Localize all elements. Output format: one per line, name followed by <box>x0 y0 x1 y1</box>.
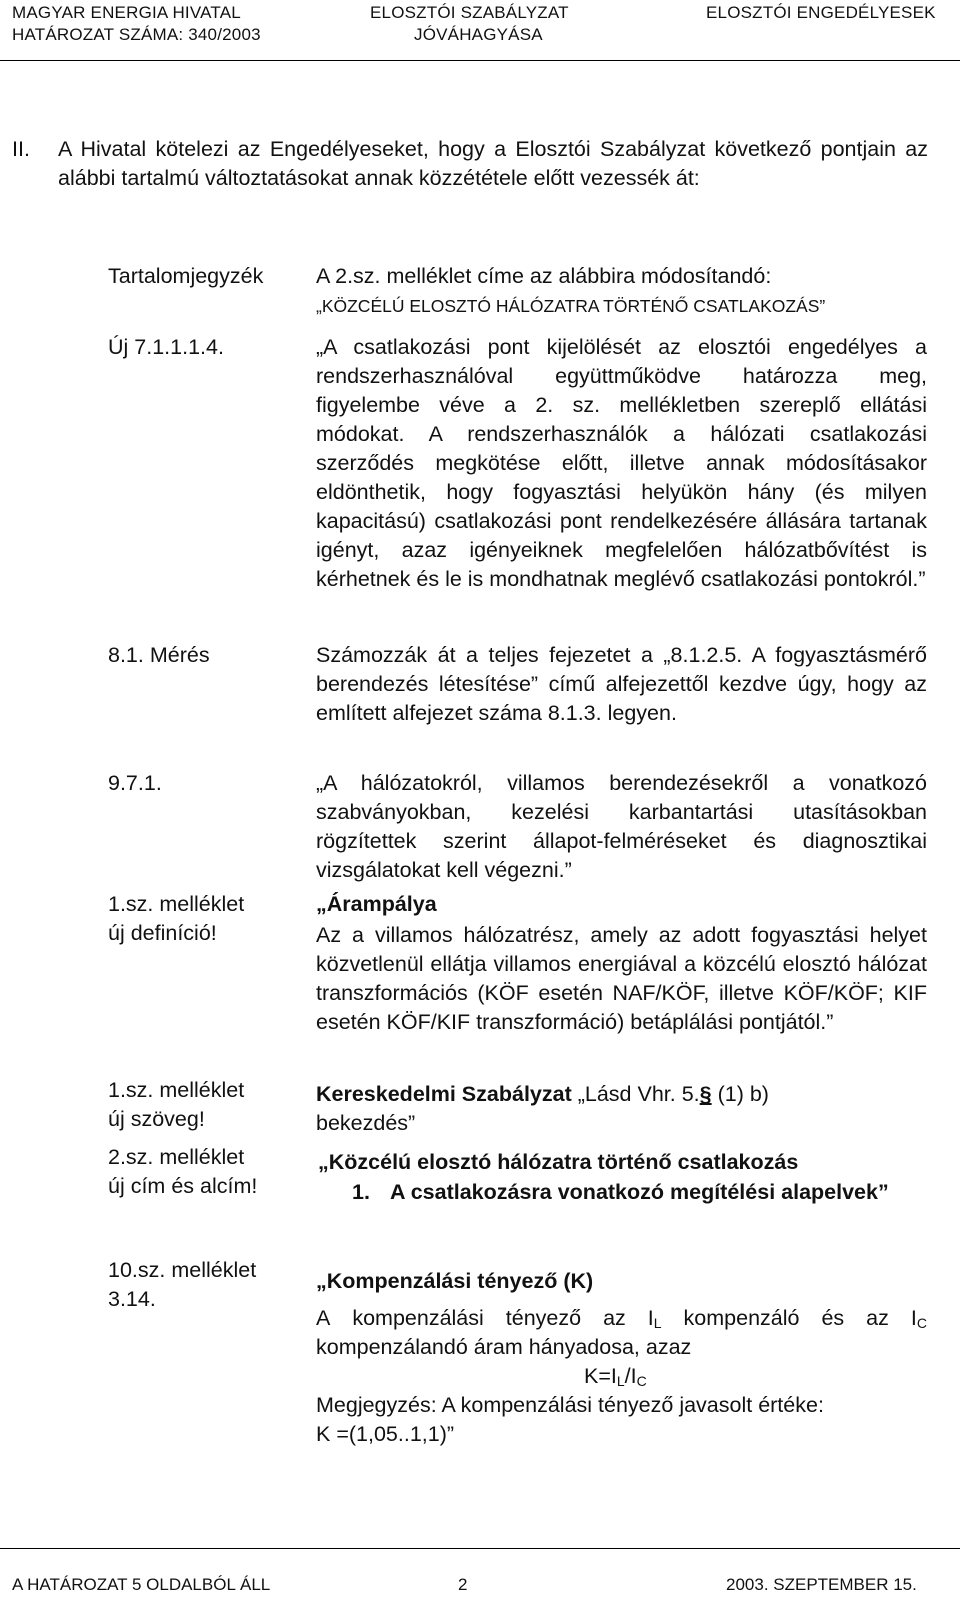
note-line1: Megjegyzés: A kompenzálási tényező javasolt értéke: <box>316 1393 824 1417</box>
formula <box>316 1362 927 1391</box>
item-text: „A hálózatokról, villamos berendezésekről a vonatkozó szabványokban, kezelési karbantartási utasításokban rögzítettek szerint állapot-felméréseket és diagnosztikai vizsgálatokat kell végezni.” <box>316 771 927 882</box>
item-text <box>316 1080 927 1138</box>
footer-page-count: A HATÁROZAT 5 OLDALBÓL ÁLL <box>12 1575 271 1594</box>
note-line2: K =(1,05..1,1)” <box>316 1422 455 1446</box>
item-text-line1 <box>316 1080 927 1109</box>
item-label <box>108 1256 256 1314</box>
header-approval: JÓVÁHAGYÁSA <box>414 25 543 44</box>
appendix-title: „Közcélú elosztó hálózatra történő csatlakozás <box>318 1150 799 1174</box>
formula-k: K=I <box>584 1364 617 1388</box>
item-label-line1: 1.sz. melléklet <box>108 892 245 916</box>
item-label-line2: 3.14. <box>108 1287 156 1311</box>
item-label: 8.1. Mérés <box>108 643 210 667</box>
item-label-line1: 10.sz. melléklet <box>108 1258 257 1282</box>
term-bold: Kereskedelmi Szabályzat <box>316 1082 572 1106</box>
subtitle-text: A csatlakozásra vonatkozó megítélési alapelvek” <box>390 1180 889 1204</box>
text-word: tényező <box>505 1306 582 1330</box>
section-sign: § <box>699 1082 712 1106</box>
term-reference: „Lásd Vhr. 5. <box>571 1082 700 1106</box>
item-label: Tartalomjegyzék <box>108 264 264 288</box>
item-label-line1: 2.sz. melléklet <box>108 1145 245 1169</box>
definition-text: Az a villamos hálózatrész, amely az adott fogyasztási helyet közvetlenül ellátja villamos energiával a közcélú elosztó hálózat transzformációs (KÖF esetén NAF/KÖF, illetve KÖF/KÖF; KIF esetén KÖF/KIF transzformáció) betáplálási pontjától.” <box>316 923 927 1034</box>
text-word: az <box>603 1306 626 1330</box>
footer-date: 2003. SZEPTEMBER 15. <box>726 1575 917 1594</box>
item-label: Új 7.1.1.1.4. <box>108 335 224 359</box>
term-reference-end: (1) b) <box>711 1082 769 1106</box>
subscript-C: C <box>916 1315 927 1331</box>
definition-line2: kompenzálandó áram hányadosa, azaz <box>316 1335 692 1359</box>
item-label <box>108 1143 257 1201</box>
header-resolution-number: HATÁROZAT SZÁMA: 340/2003 <box>12 25 261 44</box>
text-word: kompenzálási <box>352 1306 484 1330</box>
item-text-line2: bekezdés” <box>316 1111 416 1135</box>
text-word: kompenzáló <box>683 1306 800 1330</box>
header-left <box>12 2 261 46</box>
item-label-line2: új szöveg! <box>108 1107 205 1131</box>
text-word: és <box>821 1306 845 1330</box>
header-right <box>706 2 936 24</box>
item-label: 9.7.1. <box>108 771 162 795</box>
definition-title: „Árampálya <box>316 892 437 916</box>
item-text: Számozzák át a teljes fejezetet a „8.1.2.5. A fogyasztásmérő berendezés létesítése” című alfejezettől kezdve úgy, hogy az említett alfejezet száma 8.1.3. legyen. <box>316 643 927 725</box>
text-word: az <box>866 1306 889 1330</box>
item-title-line: „KÖZCÉLÚ ELOSZTÓ HÁLÓZATRA TÖRTÉNŐ CSATLAKOZÁS” <box>316 296 826 316</box>
item-label <box>108 1076 244 1134</box>
text-current-L: $I_L$ <box>647 1306 662 1331</box>
item-label-line2: új definíció! <box>108 921 217 945</box>
formula-sub-L: L <box>616 1373 625 1389</box>
definition-body <box>316 1304 927 1449</box>
header-divider <box>0 60 960 61</box>
footer-page-number: 2 <box>458 1575 468 1594</box>
header-center <box>370 2 569 46</box>
header-regulation: ELOSZTÓI SZABÁLYZAT <box>370 3 569 22</box>
definition-line1 <box>316 1304 927 1333</box>
footer-divider <box>0 1548 960 1549</box>
text-word: A <box>316 1306 331 1330</box>
header-licensees: ELOSZTÓI ENGEDÉLYESEK <box>706 3 936 22</box>
item-text: A 2.sz. melléklet címe az alábbira módosítandó: <box>316 264 772 288</box>
section-number: II. <box>12 137 30 161</box>
item-label-line1: 1.sz. melléklet <box>108 1078 245 1102</box>
intro-paragraph: A Hivatal kötelezi az Engedélyeseket, hogy a Elosztói Szabályzat következő pontjain az alábbi tartalmú változtatásokat annak közzététele előtt vezessék át: <box>58 137 928 190</box>
item-label <box>108 890 244 948</box>
item-text: „A csatlakozási pont kijelölését az elosztói engedélyes a rendszerhasználóval együttműködve határozza meg, figyelembe véve a 2. sz. mellékletben szereplő ellátási módokat. A rendszerhasználók a hálózati csatlakozási szerződés megkötése előtt, illetve annak módosításakor eldönthetik, hogy fogyasztási helyükön hány (és milyen kapacitású) csatlakozási pont rendelkezésére állására tartanak igényt, azaz igényeiknek megfelelően hálózatbővítést is kérhetnek és le is mondhatnak meglévő csatlakozási pontokról.” <box>316 335 927 591</box>
formula-sub-C: C <box>636 1373 647 1389</box>
formula-div: /I <box>624 1364 637 1388</box>
definition-title: „Kompenzálási tényező (K) <box>316 1269 594 1293</box>
subscript-L: L <box>653 1315 662 1331</box>
header-authority: MAGYAR ENERGIA HIVATAL <box>12 3 241 22</box>
text-current-C: $I_C$ <box>910 1306 927 1331</box>
item-label-line2: új cím és alcím! <box>108 1174 258 1198</box>
subtitle-number: 1. <box>352 1180 370 1204</box>
